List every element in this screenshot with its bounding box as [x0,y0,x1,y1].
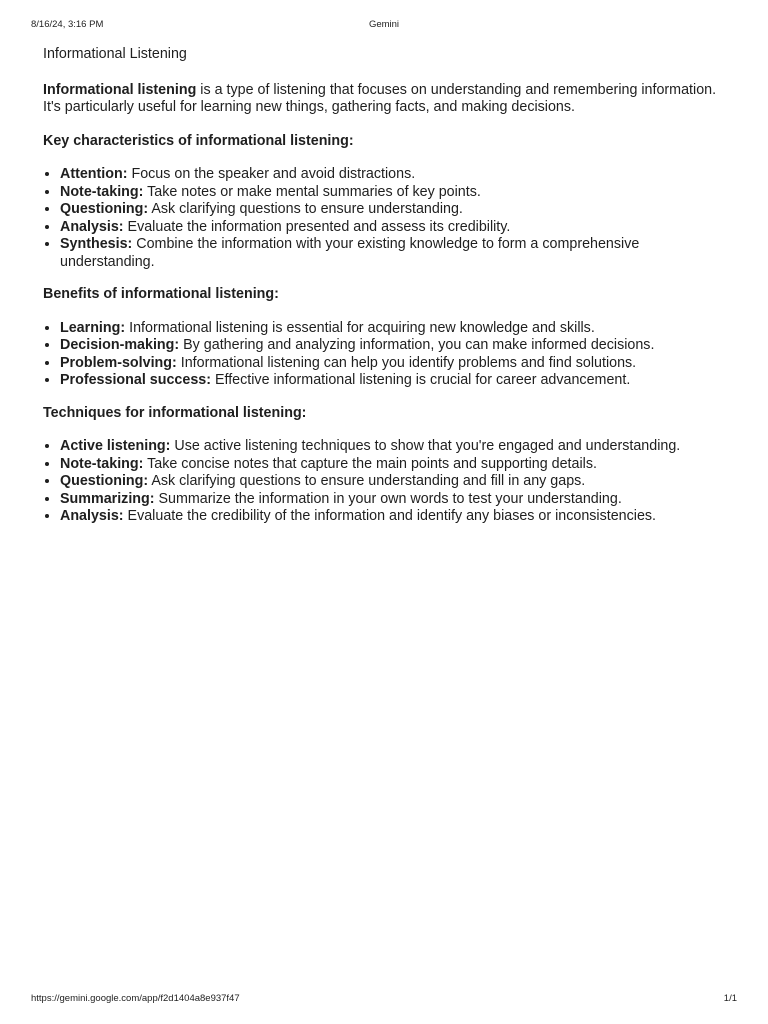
intro-term: Informational listening [43,81,197,98]
list-item-text: By gathering and analyzing information, you can make informed decisions. [179,337,655,353]
section-heading-benefits: Benefits of informational listening: [43,286,279,302]
list-item [60,201,733,219]
list-item [60,219,733,237]
list-item-text: Combine the information with your existing knowledge to form a comprehensive understanding. [60,236,640,270]
print-page-title: Gemini [368,19,400,30]
intro-text: is a type of listening that focuses on understanding and remembering information. It's particularly useful for learning new things, gathering facts, and making decisions. [43,81,717,115]
page-number: 1/1 [723,993,737,1004]
list-item-text: Ask clarifying questions to ensure understanding. [148,201,463,217]
benefits-list [43,320,733,390]
section-heading-characteristics: Key characteristics of informational listening: [43,132,354,149]
document-title: Informational Listening [43,46,187,62]
list-item-term: Synthesis: [60,236,133,252]
print-url: https://gemini.google.com/app/f2d1404a8e937f47 [31,993,240,1004]
list-item-term: Learning: [60,319,126,336]
list-item [60,491,733,509]
list-item-text: Effective informational listening is crucial for career advancement. [210,372,631,388]
list-item-term: Attention: [60,166,128,182]
list-item [60,438,733,456]
section-heading-techniques: Techniques for informational listening: [43,404,307,421]
list-item-text: Take notes or make mental summaries of key points. [143,183,481,200]
list-item-text: Use active listening techniques to show that you're engaged and understanding. [170,438,681,454]
list-item-term: Questioning: [60,473,149,489]
list-item-term: Decision-making: [60,337,180,353]
print-footer [0,993,768,1007]
list-item-term: Professional success: [60,372,211,388]
list-item [60,337,733,355]
list-item [60,456,733,474]
list-item-term: Problem-solving: [60,354,177,371]
list-item-term: Analysis: [60,508,124,524]
intro-paragraph [43,82,733,117]
list-item-text: Evaluate the information presented and assess its credibility. [123,218,511,235]
list-item-term: Summarizing: [60,490,155,507]
print-datetime: 8/16/24, 3:16 PM [31,19,104,30]
list-item [60,184,733,202]
list-item-term: Note-taking: [60,183,144,200]
list-item-term: Analysis: [60,218,124,235]
list-item [60,473,733,491]
list-item-term: Note-taking: [60,455,144,472]
print-header [0,19,768,33]
document-content [43,46,733,541]
list-item [60,372,733,390]
list-item-text: Take concise notes that capture the main points and supporting details. [143,455,597,472]
list-item-term: Questioning: [60,201,149,217]
techniques-list [43,438,733,526]
list-item-text: Summarize the information in your own words to test your understanding. [154,490,622,507]
list-item [60,236,733,271]
list-item-text: Evaluate the credibility of the information and identify any biases or inconsistencies. [123,508,657,524]
list-item [60,355,733,373]
list-item-text: Informational listening can help you identify problems and find solutions. [176,354,637,371]
list-item [60,166,733,184]
list-item-text: Ask clarifying questions to ensure understanding and fill in any gaps. [148,473,586,489]
list-item-text: Informational listening is essential for acquiring new knowledge and skills. [125,319,595,336]
list-item-text: Focus on the speaker and avoid distractions. [127,166,416,182]
list-item [60,508,733,526]
characteristics-list [43,166,733,271]
list-item-term: Active listening: [60,438,171,454]
list-item [60,320,733,338]
